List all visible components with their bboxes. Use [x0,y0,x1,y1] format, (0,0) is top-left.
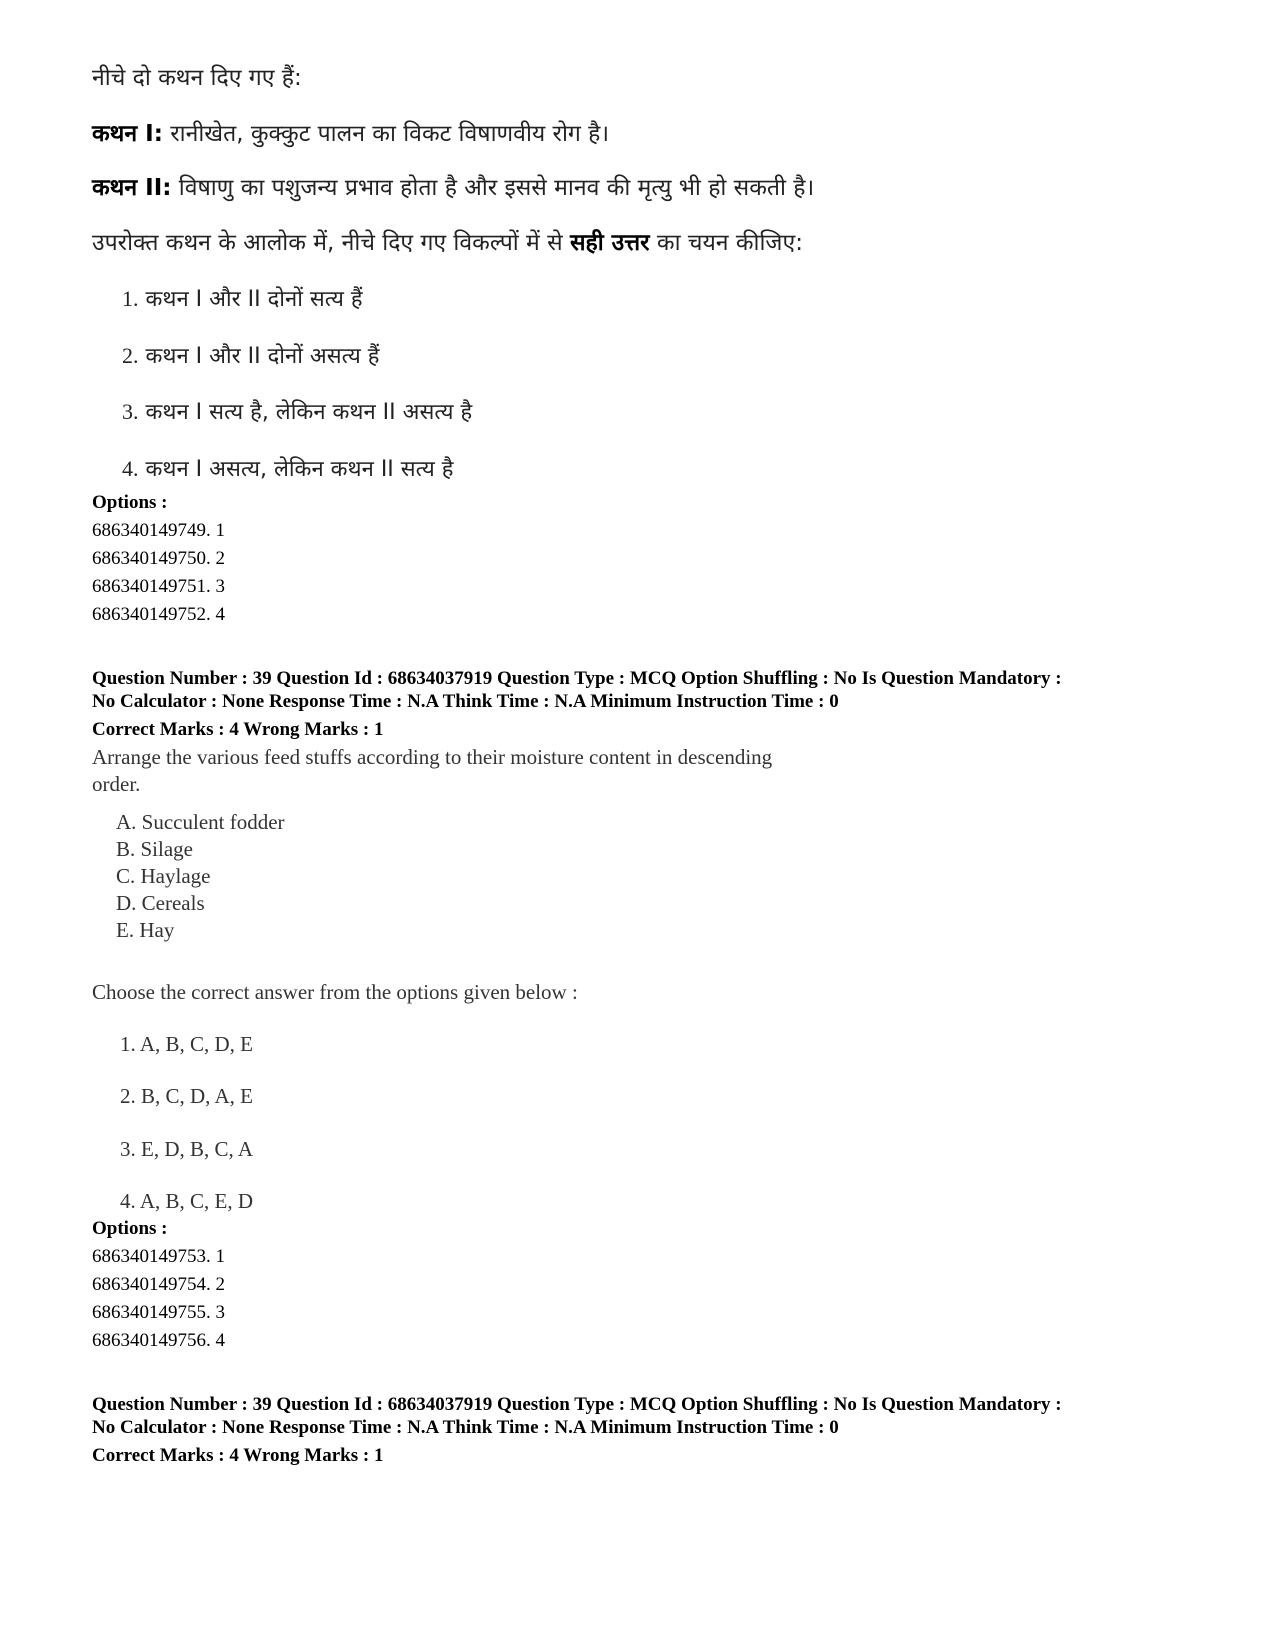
instruction-bold: सही उत्तर [569,230,650,256]
choose-instruction: Choose the correct answer from the options given below : [92,980,578,1004]
question-meta-line-1: Question Number : 39 Question Id : 68634037919 Question Type : MCQ Option Shuffling : No Is Question Mandatory : [92,668,1062,689]
option-id: 686340149753. 1 [92,1246,225,1267]
option-id: 686340149751. 3 [92,576,225,597]
option-id: 686340149752. 4 [92,604,225,625]
option-id: 686340149755. 3 [92,1302,225,1323]
question-prompt-line-2: order. [92,772,141,796]
instruction-post: का चयन कीजिए: [649,230,803,256]
question-prompt-line-1: Arrange the various feed stuffs according to their moisture content in descending [92,745,773,769]
answer-choice: 3. E, D, B, C, A [120,1137,254,1161]
list-item: B. Silage [116,837,193,861]
question-meta-line-2: No Calculator : None Response Time : N.A Think Time : N.A Minimum Instruction Time : 0 [92,1417,839,1438]
option-id: 686340149749. 1 [92,520,225,541]
hindi-statement-2 [92,170,814,202]
answer-choice: 1. A, B, C, D, E [120,1032,254,1056]
statement-1-label: कथन I: [92,121,163,147]
hindi-intro: नीचे दो कथन दिए गए हैं: [92,65,302,91]
option-id: 686340149756. 4 [92,1330,225,1351]
feed-stuff-list [116,809,285,944]
hindi-instruction [92,225,803,257]
statement-2-label: कथन II: [92,175,172,201]
hindi-choice: 3. कथन I सत्य है, लेकिन कथन II असत्य है [122,399,473,425]
instruction-pre: उपरोक्त कथन के आलोक में, नीचे दिए गए विकल्पों में से [92,230,570,256]
list-item: A. Succulent fodder [116,810,285,834]
option-id: 686340149750. 2 [92,548,225,569]
hindi-choice: 4. कथन I असत्य, लेकिन कथन II सत्य है [122,456,454,482]
list-item: D. Cereals [116,891,205,915]
question-meta-line-1: Question Number : 39 Question Id : 68634037919 Question Type : MCQ Option Shuffling : No Is Question Mandatory : [92,1394,1062,1415]
question-meta-line-2: No Calculator : None Response Time : N.A Think Time : N.A Minimum Instruction Time : 0 [92,691,839,712]
hindi-choice: 2. कथन I और II दोनों असत्य हैं [122,343,380,369]
statement-1-text: रानीखेत, कुक्कुट पालन का विकट विषाणवीय रोग है। [162,121,610,147]
answer-choice: 2. B, C, D, A, E [120,1084,254,1108]
option-id: 686340149754. 2 [92,1274,225,1295]
hindi-statement-1 [92,116,609,148]
options-label: Options : [92,1218,168,1239]
list-item: C. Haylage [116,864,211,888]
question-marks: Correct Marks : 4 Wrong Marks : 1 [92,1445,384,1466]
statement-2-text: विषाणु का पशुजन्य प्रभाव होता है और इससे मानव की मृत्यु भी हो सकती है। [171,175,815,201]
hindi-choice: 1. कथन I और II दोनों सत्य हैं [122,286,363,312]
answer-choice: 4. A, B, C, E, D [120,1189,254,1213]
question-marks: Correct Marks : 4 Wrong Marks : 1 [92,719,384,740]
options-label: Options : [92,492,168,513]
list-item: E. Hay [116,918,175,942]
